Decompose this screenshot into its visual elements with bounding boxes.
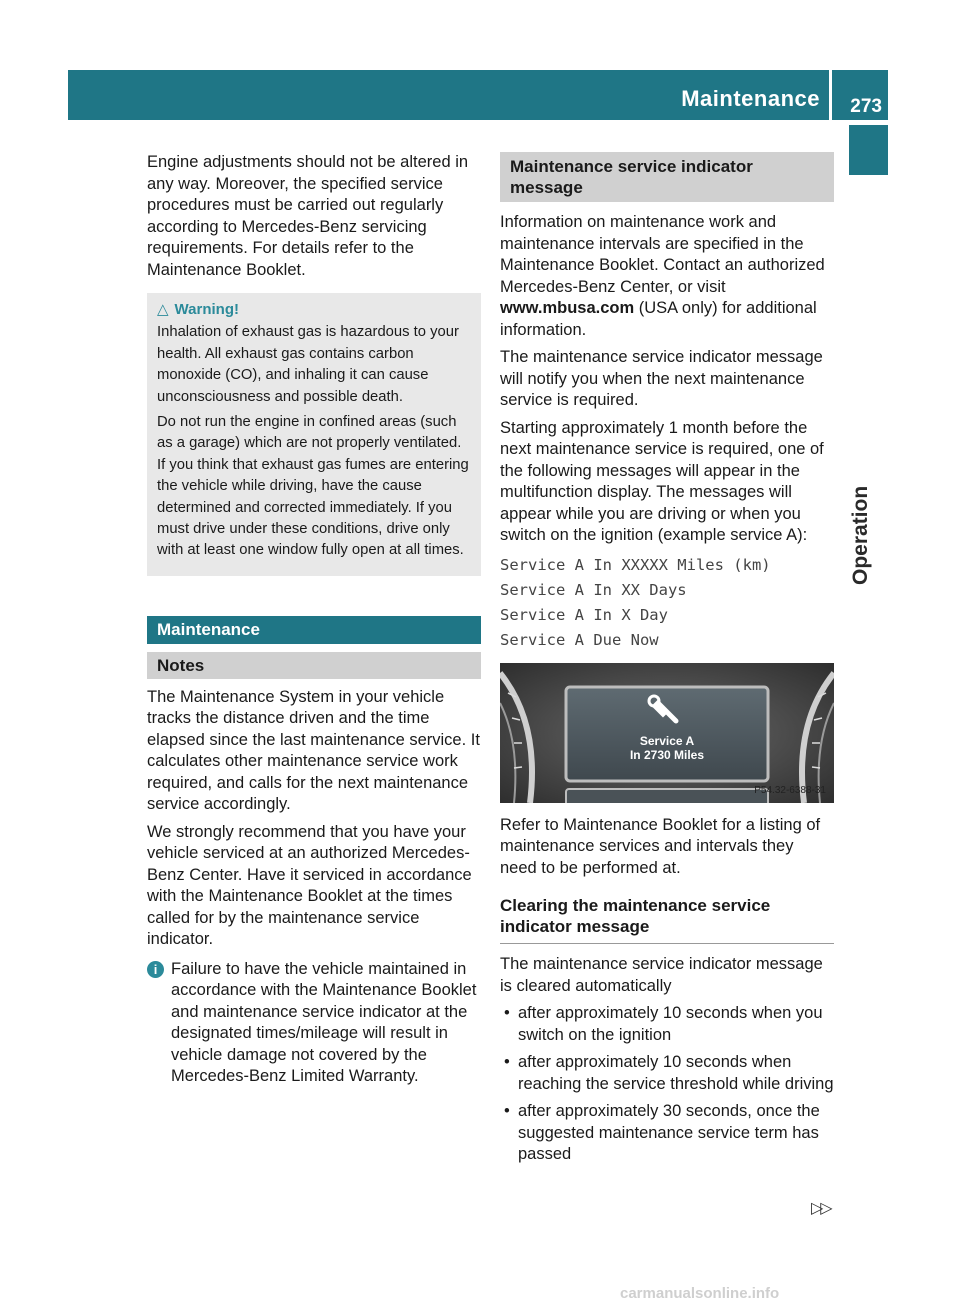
service-paragraph-5: The maintenance service indicator message is cleared automatically	[500, 955, 823, 995]
section-heading-service-indicator: Maintenance service indicator message	[500, 152, 834, 202]
list-item: • after approximately 10 seconds when you switch on the ignition	[500, 1003, 834, 1046]
page-header	[68, 70, 888, 120]
watermark: carmanualsonline.info	[620, 1285, 780, 1302]
info-icon: i	[147, 961, 164, 978]
intro-paragraph: Engine adjustments should not be altered in any way. Moreover, the specified service procedures must be carried out regularly according to Mercedes-Benz servicing requirements. For details refer to the Maintenance Booklet.	[147, 153, 469, 279]
warning-title	[157, 299, 473, 320]
warning-title-text: Warning!	[174, 301, 239, 318]
subheading-clearing: Clearing the maintenance service indicator message	[500, 895, 834, 944]
list-item: • after approximately 30 seconds, once the suggested maintenance service term has passed	[500, 1101, 834, 1166]
warning-paragraph-1: Inhalation of exhaust gas is hazardous to your health. All exhaust gas contains carbon monoxide (CO), and inhaling it can cause unconsciousness and possible death.	[157, 324, 459, 405]
mbusa-link[interactable]: www.mbusa.com	[500, 299, 635, 317]
service-paragraph-2: The maintenance service indicator message will notify you when the next maintenance service is required.	[500, 348, 823, 409]
service-paragraph-4: Refer to Maintenance Booklet for a listing of maintenance services and intervals they need to be performed at.	[500, 815, 821, 877]
info-note-text: Failure to have the vehicle maintained in accordance with the Maintenance Booklet and maintenance service indicator at the designated times/mileage will result in vehicle damage not covered by the Mercedes-Benz Limited Warranty.	[171, 959, 477, 1086]
message-example: Service A Due Now	[500, 630, 659, 649]
message-example: Service A In XXXXX Miles (km)	[500, 555, 771, 574]
left-column	[147, 152, 481, 1088]
list-item: • after approximately 10 seconds when reaching the service threshold while driving	[500, 1052, 834, 1095]
header-divider	[829, 70, 832, 120]
right-column	[500, 152, 834, 1172]
notes-paragraph-1: The Maintenance System in your vehicle tracks the distance driven and the time elapsed since the last maintenance service. It calculates other maintenance service work required, and calls for the next maintenance service accordingly.	[147, 687, 480, 814]
warning-box	[147, 293, 481, 576]
service-paragraph-1	[500, 212, 834, 341]
instrument-cluster-image	[500, 663, 834, 803]
service-paragraph-1-post: (USA only) for additional information.	[500, 299, 817, 339]
side-tab-label: Operation	[849, 485, 872, 585]
header-section-title: Maintenance	[681, 86, 820, 111]
continued-icon: ▷▷	[811, 1200, 830, 1217]
instrument-cluster-illustration	[500, 663, 834, 803]
service-paragraph-1-pre: Information on maintenance work and maintenance intervals are specified in the Maintenance Booklet. Contact an authorized Mercedes-Benz Center, or visit	[500, 213, 825, 296]
subsection-heading-notes: Notes	[147, 652, 481, 679]
section-heading-maintenance: Maintenance	[147, 616, 481, 644]
side-tab-square	[849, 125, 888, 175]
display-line-1: Service A	[639, 733, 695, 748]
service-paragraph-3: Starting approximately 1 month before the next maintenance service is required, one of the following messages will appear in the multifunction display. The messages will appear while you are driving or when you switch on the ignition (example service A):	[500, 418, 824, 544]
warning-paragraph-2: Do not run the engine in confined areas (such as a garage) which are not properly ventilated. If you think that exhaust gas fumes are entering the vehicle while driving, have the cause determined and corrected immediately. If you must drive under these conditions, drive only with at least one window fully open at all times.	[157, 414, 469, 559]
display-line-2: In 2730 Miles	[629, 747, 705, 762]
message-example: Service A In X Day	[500, 605, 668, 624]
notes-paragraph-2: We strongly recommend that you have your vehicle serviced at an authorized Mercedes-Benz Center. Have it serviced in accordance with the Maintenance Booklet at the times called for by the maintenance service indicator.	[147, 822, 472, 949]
info-note	[147, 959, 481, 1088]
figure-code: P54.32-6388-31	[754, 784, 826, 796]
warning-triangle-icon: △	[157, 301, 169, 318]
side-tab-gap	[849, 175, 888, 1177]
page-number: 273	[850, 96, 882, 117]
message-example: Service A In XX Days	[500, 580, 687, 599]
